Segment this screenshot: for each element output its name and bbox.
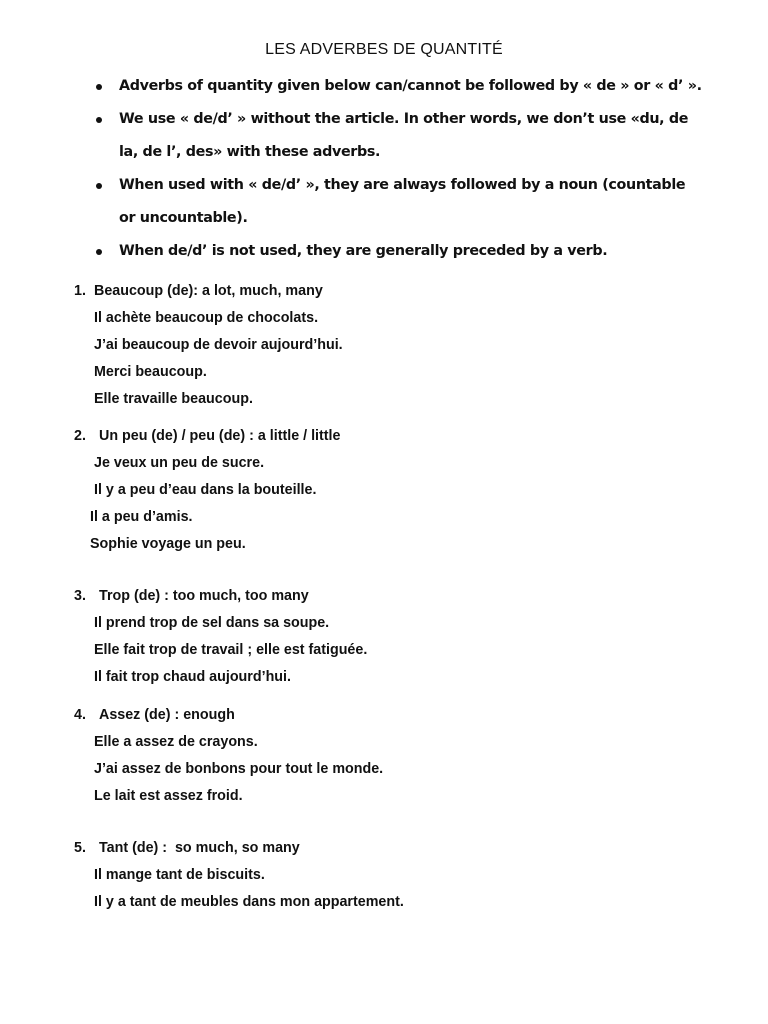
rules-list [92, 70, 702, 268]
example-line: Le lait est assez froid. [94, 788, 243, 804]
bullet-dot-icon [96, 183, 102, 189]
example-line: Il fait trop chaud aujourd’hui. [94, 669, 291, 685]
section-beaucoup [74, 278, 343, 413]
rule-item [92, 70, 702, 103]
section-heading-text: Tant (de) : so much, so many [99, 840, 300, 856]
section-heading [74, 702, 383, 729]
section-number: 2. [74, 428, 86, 444]
page-title: LES ADVERBES DE QUANTITÉ [265, 41, 503, 58]
section-tant [74, 835, 404, 916]
example-line: Il achète beaucoup de chocolats. [94, 310, 319, 326]
example-line: Il mange tant de biscuits. [94, 867, 265, 883]
section-number: 1. [74, 283, 86, 299]
example-line: Merci beaucoup. [94, 364, 207, 380]
example-line: Il y a peu d’eau dans la bouteille. [94, 482, 317, 498]
section-heading [74, 423, 340, 450]
example-line: Sophie voyage un peu. [90, 536, 246, 552]
section-heading-text: Beaucoup (de): a lot, much, many [94, 283, 323, 299]
section-un-peu [74, 423, 340, 558]
example-line: Il a peu d’amis. [90, 509, 193, 525]
section-number: 5. [74, 840, 86, 856]
section-number: 3. [74, 588, 86, 604]
section-heading-text: Assez (de) : enough [99, 707, 235, 723]
section-number: 4. [74, 707, 86, 723]
rule-text: We use « de/d’ » without the article. In other words, we don’t use «du, de la, de l’, des» with these adverbs. [119, 111, 689, 160]
example-line: Je veux un peu de sucre. [94, 455, 265, 471]
example-line: Il y a tant de meubles dans mon appartement. [94, 894, 404, 910]
example-line: J’ai assez de bonbons pour tout le monde. [94, 761, 384, 777]
rule-item [92, 235, 702, 268]
section-heading [74, 583, 367, 610]
bullet-dot-icon [96, 84, 102, 90]
bullet-dot-icon [96, 249, 102, 255]
section-heading [74, 835, 404, 862]
section-heading-text: Trop (de) : too much, too many [99, 588, 309, 604]
section-assez [74, 702, 383, 810]
rule-item [92, 169, 702, 235]
section-heading [74, 278, 343, 305]
rule-text: When used with « de/d’ », they are always followed by a noun (countable or uncountable). [119, 177, 686, 226]
rule-text: Adverbs of quantity given below can/cannot be followed by « de » or « d’ ». [119, 78, 702, 94]
example-line: Elle travaille beaucoup. [94, 391, 253, 407]
section-heading-text: Un peu (de) / peu (de) : a little / little [99, 428, 341, 444]
section-trop [74, 583, 367, 691]
bullet-dot-icon [96, 117, 102, 123]
example-line: Elle a assez de crayons. [94, 734, 258, 750]
example-line: J’ai beaucoup de devoir aujourd’hui. [94, 337, 343, 353]
example-line: Elle fait trop de travail ; elle est fatiguée. [94, 642, 368, 658]
example-line: Il prend trop de sel dans sa soupe. [94, 615, 330, 631]
rule-item [92, 103, 702, 169]
rule-text: When de/d’ is not used, they are generally preceded by a verb. [119, 243, 608, 259]
